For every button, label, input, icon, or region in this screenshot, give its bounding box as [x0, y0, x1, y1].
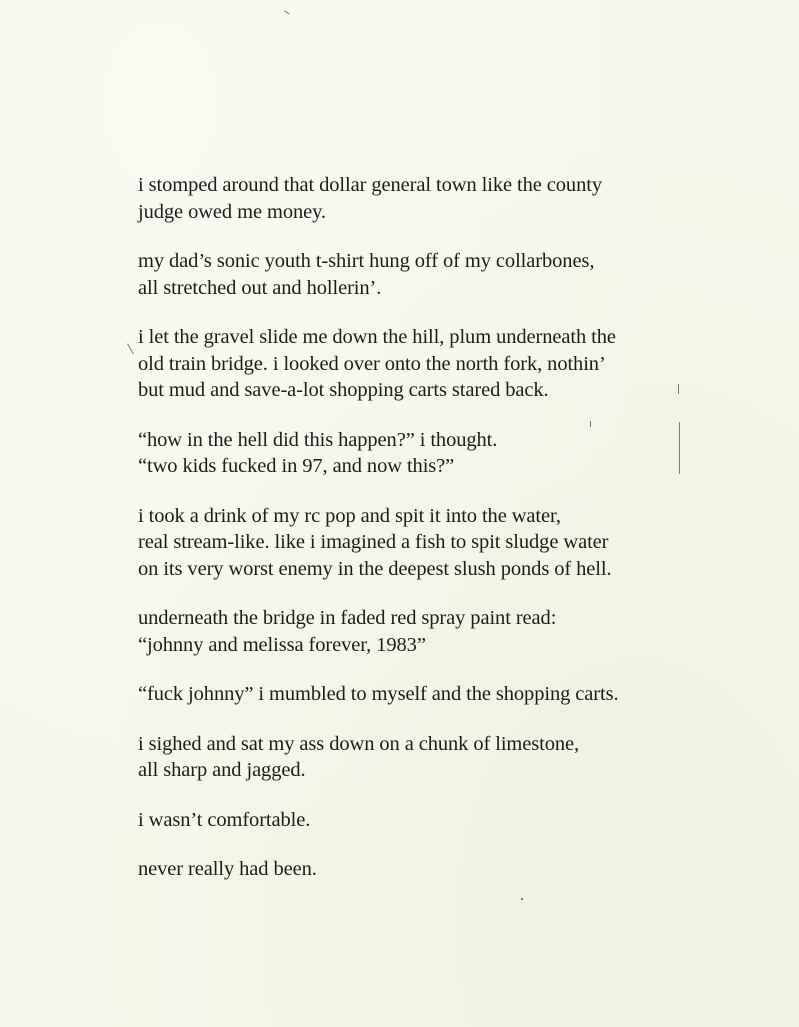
stanza [138, 807, 678, 834]
poem-line: all stretched out and hollerin’. [138, 276, 382, 299]
poem-line: never really had been. [138, 858, 317, 880]
poem-line: i wasn’t comfortable. [138, 808, 311, 831]
scan-mark [521, 898, 523, 900]
poem-line: i took a drink of my rc pop and spit it into the water, [138, 504, 561, 527]
poem-line: old train bridge. i looked over onto the north fork, nothin’ [138, 352, 606, 375]
stanza [138, 248, 678, 301]
poem-line: “johnny and melissa forever, 1983” [138, 633, 426, 656]
stanza [138, 427, 678, 480]
stanza [138, 324, 678, 404]
scan-mark [678, 384, 679, 394]
poem-line: “how in the hell did this happen?” i thought. [138, 428, 498, 451]
poem-line: on its very worst enemy in the deepest slush ponds of hell. [138, 557, 612, 580]
poem-line: judge owed me money. [138, 200, 326, 223]
poem-line: “fuck johnny” i mumbled to myself and the shopping carts. [138, 683, 619, 705]
stanza [138, 731, 678, 784]
poem-line: my dad’s sonic youth t-shirt hung off of my collarbones, [138, 250, 595, 272]
poem-line: real stream-like. like i imagined a fish to spit sludge water [138, 531, 609, 553]
poem-line: all sharp and jagged. [138, 759, 306, 781]
scan-mark [679, 422, 680, 474]
poem-line: i stomped around that dollar general town like the county [138, 174, 602, 196]
poem-line: i let the gravel slide me down the hill, plum underneath the [138, 326, 616, 348]
stanza [138, 681, 678, 708]
stanza [138, 503, 678, 583]
stanza [138, 172, 678, 225]
poem-line: i sighed and sat my ass down on a chunk of limestone, [138, 732, 580, 755]
scan-mark [127, 344, 134, 355]
scan-mark [590, 421, 591, 427]
scan-mark [284, 10, 289, 14]
stanza [138, 856, 678, 883]
poem-line: underneath the bridge in faded red spray paint read: [138, 607, 557, 629]
stanza [138, 605, 678, 658]
poem-line: “two kids fucked in 97, and now this?” [138, 455, 455, 477]
poem-line: but mud and save-a-lot shopping carts stared back. [138, 379, 549, 401]
poem-body [138, 172, 678, 906]
